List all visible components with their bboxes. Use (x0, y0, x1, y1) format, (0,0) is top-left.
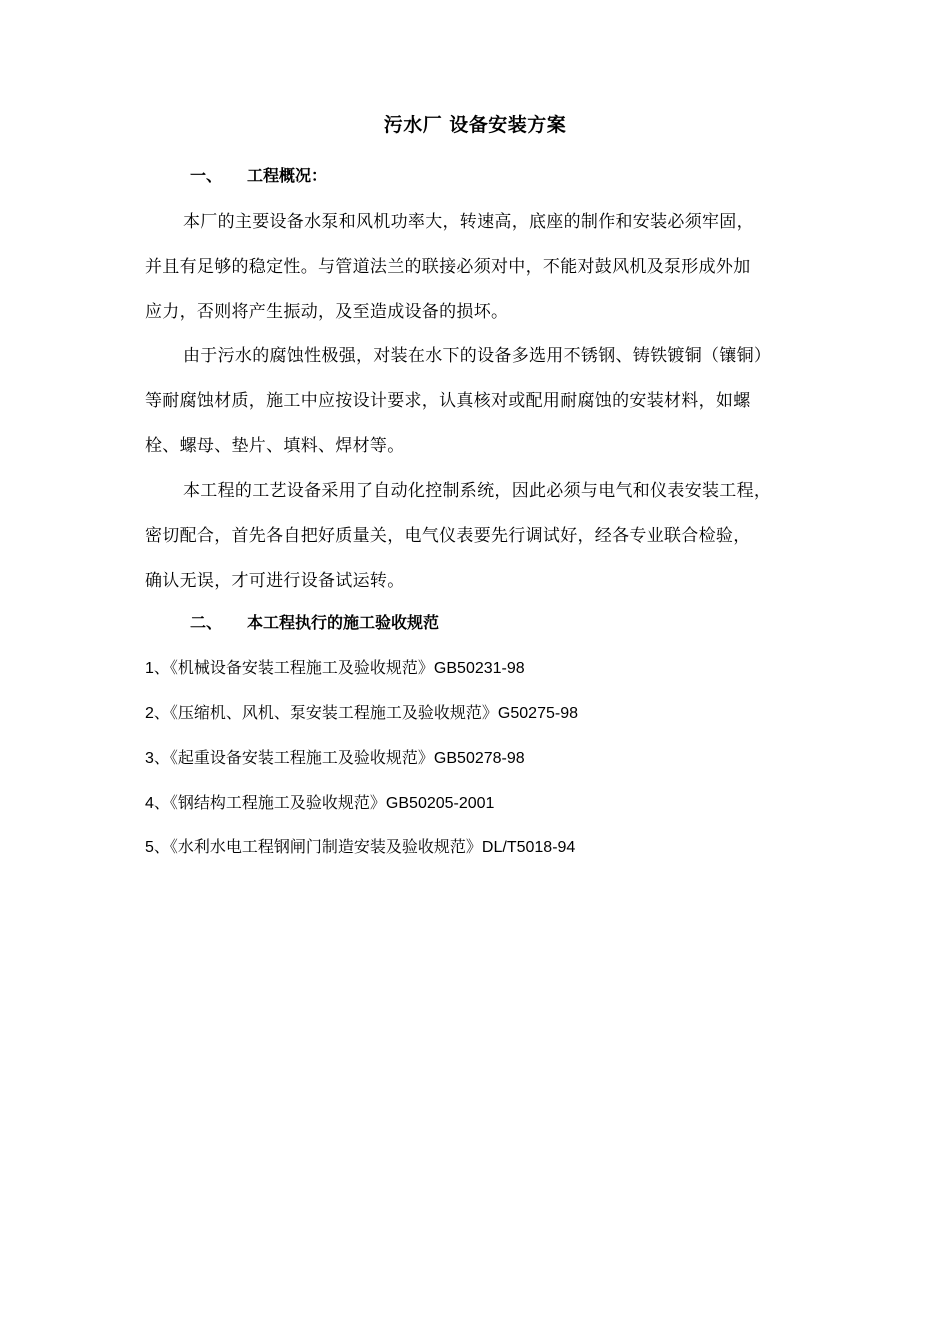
standard-code: GB50278-98 (433, 750, 525, 767)
standard-list-item (145, 655, 525, 678)
standard-name: 《水利水电工程钢闸门制造安装及验收规范》 (169, 837, 482, 856)
paragraph-line: 栓、螺母、垫片、填料、焊材等。 (145, 436, 405, 456)
standard-list-item (145, 834, 575, 857)
standard-list-item (145, 790, 494, 813)
standard-code: DL/T5018-94 (481, 839, 576, 856)
standard-list-item (145, 700, 578, 723)
standard-name: 《钢结构工程施工及验收规范》 (169, 793, 386, 812)
standard-code: GB50231-98 (433, 660, 525, 677)
paragraph-line: 确认无误，才可进行设备试运转。 (145, 571, 405, 591)
standard-name: 《起重设备安装工程施工及验收规范》 (169, 748, 434, 767)
paragraph-line: 由于污水的腐蚀性极强，对装在水下的设备多选用不锈钢、铸铁镀铜（镶铜） (183, 346, 772, 366)
section-number: 一、 (190, 166, 223, 185)
section-title: 本工程执行的施工验收规范 (247, 613, 440, 632)
standard-list-item (145, 745, 525, 768)
list-index: 2、 (145, 705, 170, 722)
list-index: 4、 (145, 795, 170, 812)
standard-name: 《机械设备安装工程施工及验收规范》 (169, 658, 434, 677)
paragraph-line: 本厂的主要设备水泵和风机功率大，转速高，底座的制作和安装必须牢固， (183, 212, 754, 232)
section-heading-overview (190, 163, 327, 186)
paragraph-line: 本工程的工艺设备采用了自动化控制系统，因此必须与电气和仪表安装工程， (183, 481, 772, 501)
standard-code: G50275-98 (497, 705, 578, 722)
document-title: 污水厂 设备安装方案 (383, 114, 567, 136)
paragraph-line: 并且有足够的稳定性。与管道法兰的联接必须对中，不能对鼓风机及泵形成外加 (145, 257, 751, 277)
paragraph-line: 应力，否则将产生振动，及至造成设备的损坏。 (145, 302, 509, 322)
paragraph-line: 密切配合，首先各自把好质量关，电气仪表要先行调试好，经各专业联合检验， (145, 526, 751, 546)
section-number: 二、 (190, 613, 223, 632)
section-title: 工程概况： (247, 166, 328, 185)
list-index: 5、 (145, 839, 170, 856)
section-heading-standards (190, 610, 439, 633)
list-index: 3、 (145, 750, 170, 767)
standard-code: GB50205-2001 (385, 795, 495, 812)
list-index: 1、 (145, 660, 170, 677)
paragraph-line: 等耐腐蚀材质，施工中应按设计要求，认真核对或配用耐腐蚀的安装材料，如螺 (145, 391, 751, 411)
standard-name: 《压缩机、风机、泵安装工程施工及验收规范》 (169, 703, 498, 722)
